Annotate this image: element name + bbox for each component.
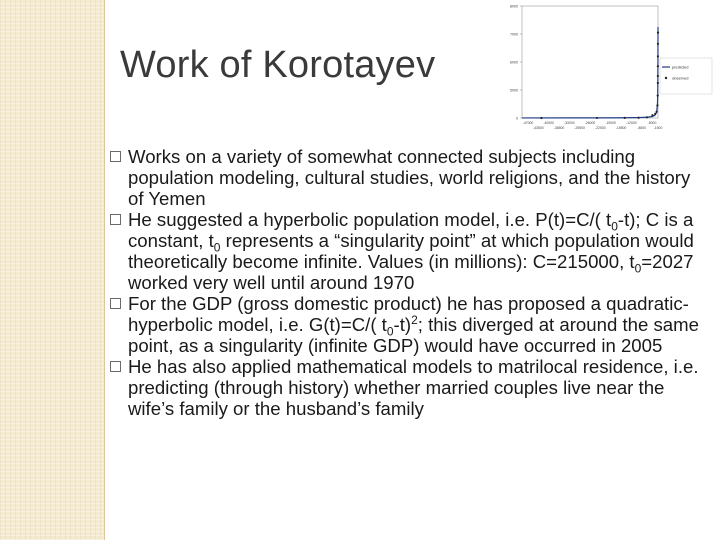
observed-point [596, 117, 598, 119]
bullet-box-icon [110, 214, 121, 225]
bullet-text: =2027 worked very well until around 1970 [128, 251, 694, 293]
decorative-side-strip [0, 0, 104, 540]
bullet-item [110, 293, 706, 356]
plot-area [522, 6, 658, 118]
y-tick-label: 6000 [510, 60, 518, 65]
bullet-box-icon [110, 151, 121, 162]
observed-point [657, 82, 659, 84]
observed-point [654, 113, 656, 115]
bullet-text: For the GDP (gross domestic product) he has proposed a quadratic-hyperbolic model, i.e. G(t)=C/( t [128, 293, 689, 335]
observed-point [657, 55, 659, 57]
observed-point [646, 116, 648, 118]
legend-label: predicted [672, 64, 689, 70]
observed-point [657, 65, 659, 67]
slide-title: Work of Korotayev [120, 44, 436, 86]
x-tick-label: -47000 [522, 121, 534, 125]
legend-dot-icon [665, 77, 667, 79]
observed-point [657, 43, 659, 45]
bullet-text: 0 [213, 240, 221, 255]
population-chart-svg [494, 0, 716, 138]
x-tick-label: -43500 [533, 126, 544, 130]
x-tick-label: -29500 [574, 126, 585, 130]
bullet-text: -t) [393, 314, 412, 335]
bullet-item [110, 209, 706, 293]
bullet-text: Works on a variety of somewhat connected subjects including population modeling, cultural studies, world religions, and the history of Yemen [128, 146, 691, 209]
bullet-box-icon [110, 298, 121, 309]
bullet-box-icon [110, 361, 121, 372]
bullet-text: 0 [386, 324, 394, 339]
x-tick-label: -40000 [543, 121, 554, 125]
observed-point [624, 117, 626, 119]
bullet-text: ; this diverged at around the same point, as a singularity (infinite GDP) would have occurred in 2005 [128, 314, 699, 356]
x-tick-label: -15500 [615, 126, 627, 130]
x-tick-label: -8500 [637, 126, 647, 130]
x-tick-label: -12000 [626, 121, 637, 125]
x-tick-label: -36500 [553, 126, 565, 130]
y-tick-label: 8000 [510, 4, 518, 9]
x-tick-label: -33000 [564, 121, 575, 125]
legend-label: observed [672, 75, 689, 81]
bullet-list [110, 146, 706, 419]
y-tick-label: 5000 [510, 88, 518, 93]
x-tick-label: -1500 [653, 126, 663, 130]
observed-point [651, 114, 653, 116]
y-tick-label: 0 [516, 116, 518, 121]
x-tick-label: -22500 [595, 126, 606, 130]
side-divider [104, 0, 105, 540]
observed-point [657, 75, 659, 77]
x-tick-label: -26000 [584, 121, 596, 125]
y-tick-label: 7000 [510, 32, 518, 37]
observed-point [657, 95, 659, 97]
observed-point [656, 111, 658, 113]
bullet-text: -t); C is a constant, t [128, 209, 694, 251]
bullet-text: 0 [611, 219, 618, 234]
observed-point [656, 104, 658, 106]
bullet-text: 0 [634, 261, 642, 276]
bullet-item [110, 146, 706, 209]
bullet-text: 2 [411, 312, 418, 327]
observed-point [637, 117, 639, 119]
x-tick-label: -5000 [647, 121, 657, 125]
bullet-text: represents a “singularity point” at which population would theoretically become infinite. Values (in millions): C=215000, t [128, 230, 694, 272]
x-tick-label: -19000 [605, 121, 616, 125]
population-chart [494, 0, 716, 138]
bullet-text: He has also applied mathematical models to matrilocal residence, i.e. predicting (through history) whether married couples live near the wife’s family or the husband’s family [128, 356, 699, 419]
observed-point [657, 31, 659, 33]
bullet-text: He suggested a hyperbolic population model, i.e. P(t)=C/( t [128, 209, 612, 230]
observed-point [540, 117, 542, 119]
bullet-item [110, 356, 706, 419]
